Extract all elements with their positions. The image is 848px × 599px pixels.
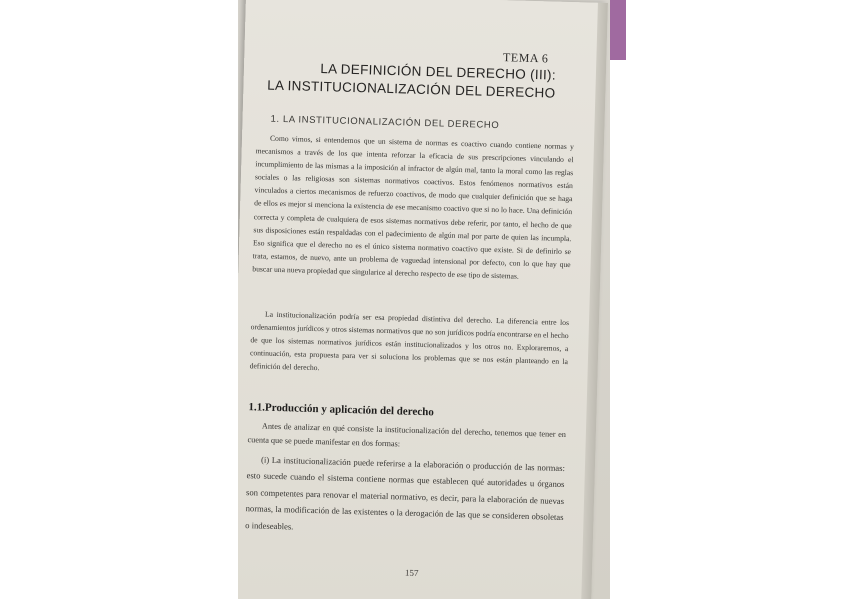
page-edge [581, 3, 608, 599]
background-left [0, 0, 238, 599]
paragraph-1 [252, 131, 574, 284]
background-right [610, 0, 848, 599]
chapter-title-line2: LA INSTITUCIONALIZACIÓN DEL DERECHO [266, 77, 556, 101]
paragraph-1-text: Como vimos, si entendemos que un sistema de normas es coactivo cuando contiene normas y mecanismos a través de los que intenta reforzar la eficacia de sus prescripciones vinculando el incumplimiento de las mismas a la imposición al infractor de algún mal, tanto la moral como las reglas sociales o las religiosas son sistemas normativos coactivos. Estos fenómenos normativos están vinculados a ciertos mecanismos de refuerzo coactivos, de modo que cualquier definición que se haga de ellos es mejor si menciona la existencia de ese mecanismo coactivo que si no lo hace. Una definición correcta y completa de cualquiera de esos sistemas normativos debe referir, por tanto, el hecho de que sus disposiciones están respaldadas con el padecimiento de algún mal por parte de quien las incumpla. Eso significa que el derecho no es el único sistema normativo coactivo que existe. Si de definirlo se trata, estamos, de nuevo, ante un problema de vaguedad intensional por defecto, con lo que hay que buscar una nueva propiedad que singularice al derecho respecto de ese tipo de sistemas. [252, 133, 575, 281]
section-heading: 1. LA INSTITUCIONALIZACIÓN DEL DERECHO [270, 113, 500, 132]
chapter-title-line1: LA DEFINICIÓN DEL DERECHO (III): [320, 61, 557, 83]
book-photo [238, 0, 610, 599]
paragraph-2 [249, 307, 569, 381]
chapter-label: TEMA 6 [502, 50, 549, 66]
paragraph-4 [245, 451, 565, 542]
subsection-heading: 1.1.Producción y aplicación del derecho [248, 401, 434, 419]
paragraph-2-text: La institucionalización podría ser esa propiedad distintiva del derecho. La diferencia entre los ordenamientos jurídicos y otros sistemas normativos que no son jurídicos podría encontrarse en el hecho de que los sistemas normativos jurídicos están institucionalizados y los otros no. Exploraremos, a continuación, esta propuesta para ver si soluciona los problemas que se nos están planteando en la definición del derecho. [249, 309, 570, 373]
paragraph-4-text: (i) La institucionalización puede referirse a la elaboración o producción de las normas: esto sucede cuando el sistema contiene normas que establecen qué autoridades u órganos son competentes para renovar el material normativo, es decir, para la elaboración de nuevas normas, la modificación de las existentes o la derogación de las que se consideren obsoletas o indeseables. [245, 454, 566, 532]
book-page [238, 0, 608, 599]
paragraph-3 [247, 419, 566, 456]
paragraph-3-text: Antes de analizar en qué consiste la institucionalización del derecho, tenemos que tener en cuenta que se puede manifestar en dos formas: [247, 421, 566, 449]
background-corner-fabric [610, 0, 626, 60]
page-number: 157 [404, 567, 419, 578]
